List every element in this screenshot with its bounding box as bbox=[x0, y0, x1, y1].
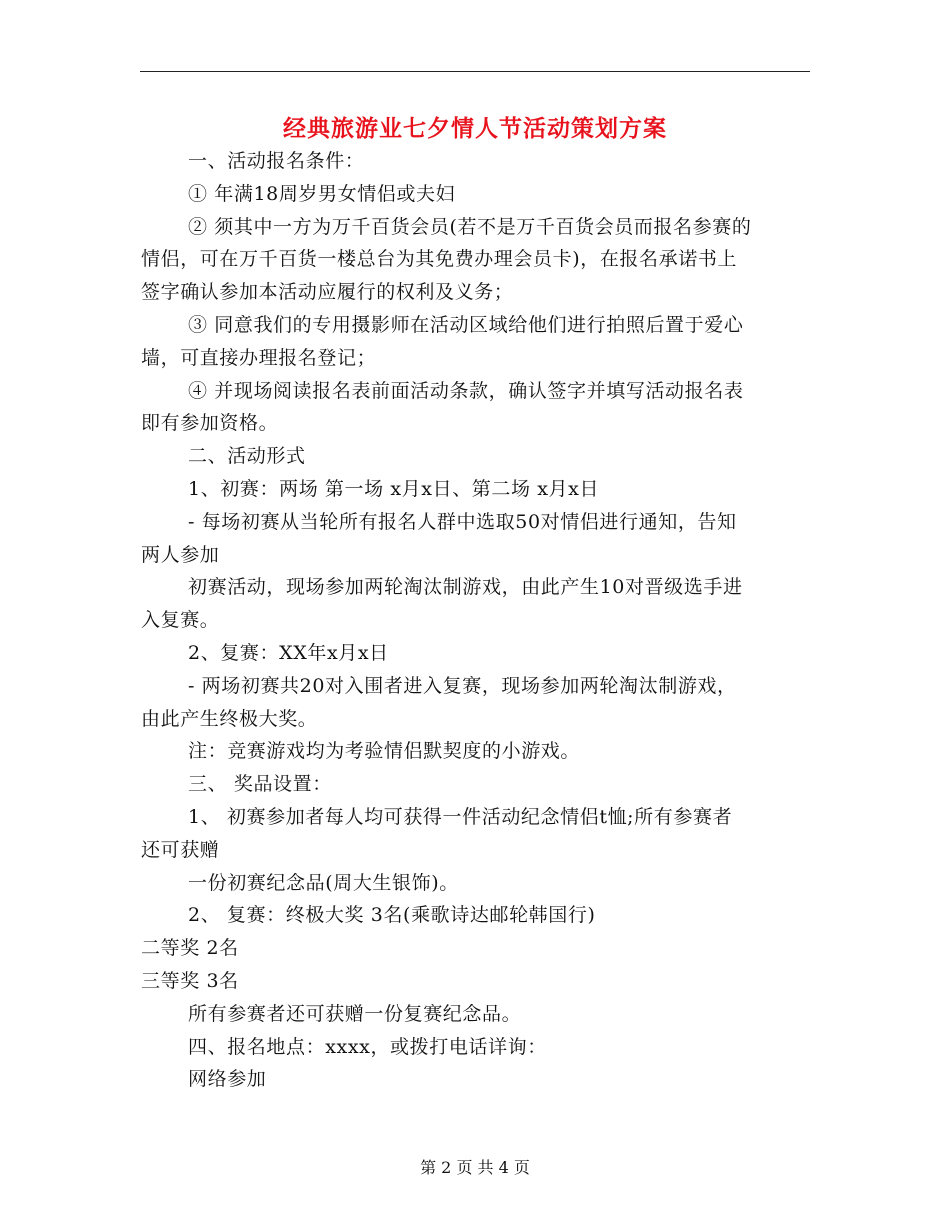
document-title: 经典旅游业七夕情人节活动策划方案 bbox=[283, 115, 667, 142]
section-heading-4: 四、报名地点：xxxx，或拨打电话详询： bbox=[188, 1035, 547, 1058]
paragraph-line: 墙，可直接办理报名登记； bbox=[141, 346, 377, 369]
paragraph-line: 网络参加 bbox=[188, 1068, 267, 1091]
paragraph-line: 入复赛。 bbox=[141, 609, 220, 632]
paragraph-line: 2、 复赛：终极大奖 3名(乘歌诗达邮轮韩国行) bbox=[188, 904, 596, 927]
paragraph-line: 签字确认参加本活动应履行的权利及义务； bbox=[141, 281, 514, 304]
header-rule bbox=[140, 71, 810, 72]
document-body bbox=[141, 145, 811, 1096]
paragraph-line: 两人参加 bbox=[141, 543, 220, 566]
paragraph-line: 1、初赛：两场 第一场 x月x日、第二场 x月x日 bbox=[188, 477, 600, 500]
paragraph-line: 1、 初赛参加者每人均可获得一件活动纪念情侣t恤;所有参赛者 bbox=[188, 805, 733, 828]
paragraph-line: 所有参赛者还可获赠一份复赛纪念品。 bbox=[188, 1002, 522, 1025]
page-number-footer: 第 2 页 共 4 页 bbox=[420, 1158, 530, 1177]
section-heading-2: 二、活动形式 bbox=[188, 445, 306, 468]
paragraph-line: ③ 同意我们的专用摄影师在活动区域给他们进行拍照后置于爱心 bbox=[188, 313, 744, 336]
paragraph-line: ① 年满18周岁男女情侣或夫妇 bbox=[188, 182, 456, 205]
paragraph-line: 2、复赛：XX年x月x日 bbox=[188, 641, 389, 664]
paragraph-line: 还可获赠 bbox=[141, 838, 220, 861]
paragraph-line: 情侣，可在万千百货一楼总台为其免费办理会员卡)，在报名承诺书上 bbox=[141, 248, 738, 271]
paragraph-line: 即有参加资格。 bbox=[141, 412, 279, 435]
section-heading-1: 一、活动报名条件： bbox=[188, 150, 365, 172]
paragraph-line: ② 须其中一方为万千百货会员(若不是万千百货会员而报名参赛的 bbox=[188, 215, 752, 238]
paragraph-line: 初赛活动，现场参加两轮淘汰制游戏，由此产生10对晋级选手进 bbox=[188, 576, 743, 599]
paragraph-line: - 两场初赛共20对入围者进入复赛，现场参加两轮淘汰制游戏， bbox=[188, 674, 737, 697]
paragraph-line: - 每场初赛从当轮所有报名人群中选取50对情侣进行通知，告知 bbox=[188, 510, 737, 533]
paragraph-line: ④ 并现场阅读报名表前面活动条款，确认签字并填写活动报名表 bbox=[188, 379, 744, 402]
paragraph-line: 一份初赛纪念品(周大生银饰)。 bbox=[188, 871, 459, 894]
paragraph-line: 三等奖 3名 bbox=[141, 969, 239, 992]
paragraph-line: 二等奖 2名 bbox=[141, 937, 239, 960]
paragraph-line: 由此产生终极大奖。 bbox=[141, 707, 318, 730]
note-line: 注：竞赛游戏均为考验情侣默契度的小游戏。 bbox=[188, 740, 581, 763]
section-heading-3: 三、 奖品设置： bbox=[188, 773, 332, 796]
